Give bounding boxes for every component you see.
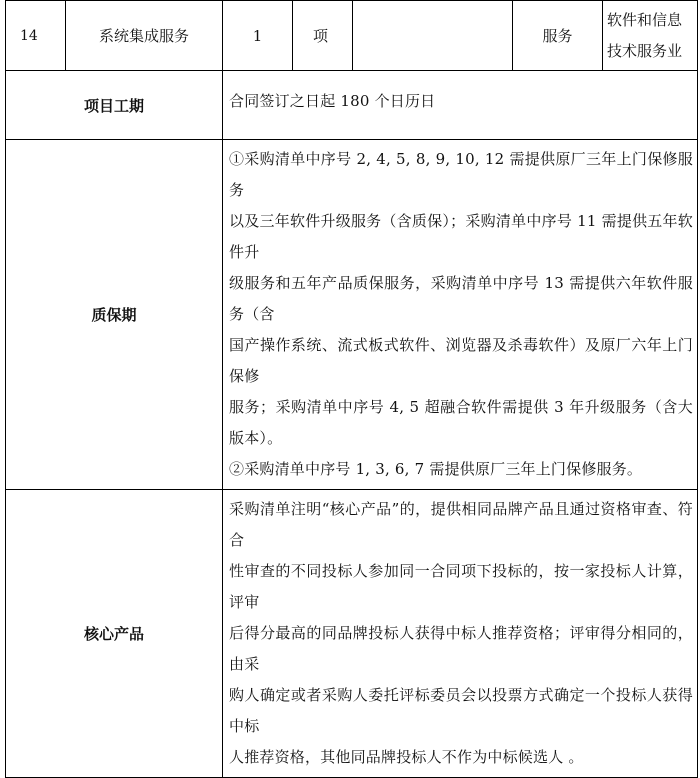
warranty-line: 级服务和五年产品质保服务，采购清单中序号 13 需提供六年软件服务（含 [229,274,693,323]
item-industry [603,1,698,71]
core-line: 购人确定或者采购人委托评标委员会以投票方式确定一个投标人获得中标 [229,686,693,735]
warranty-line: 国产操作系统、流式板式软件、浏览器及杀毒软件）及原厂六年上门保修 [229,336,693,385]
item-type: 服务 [513,1,603,71]
period-label: 项目工期 [6,71,223,140]
core-product-label: 核心产品 [6,490,223,778]
item-quantity: 1 [223,1,293,71]
warranty-line: 服务；采购清单中序号 4, 5 超融合软件需提供 3 年升级服务（含大版本）。 [229,398,693,447]
procurement-table [5,0,698,778]
core-line: 采购清单注明“核心产品”的，提供相同品牌产品且通过资格审查、符合 [229,500,693,549]
table-row [6,140,698,490]
warranty-text [223,140,698,490]
industry-line: 技术服务业 [607,41,683,60]
item-name: 系统集成服务 [66,1,223,71]
industry-line: 软件和信息 [607,10,683,29]
core-line: 人推荐资格，其他同品牌投标人不作为中标候选人 。 [229,748,584,766]
core-line: 后得分最高的同品牌投标人获得中标人推荐资格；评审得分相同的，由采 [229,624,693,673]
item-unit: 项 [293,1,353,71]
table-row [6,1,698,71]
table-row [6,71,698,140]
item-number: 14 [6,1,66,71]
warranty-line: 以及三年软件升级服务（含质保）；采购清单中序号 11 需提供五年软件升 [229,212,693,261]
table-row [6,490,698,778]
period-value: 合同签订之日起 180 个日历日 [223,71,698,140]
core-product-text [223,490,698,778]
warranty-line: ②采购清单中序号 1, 3, 6, 7 需提供原厂三年上门保修服务。 [229,460,643,478]
warranty-line: ①采购清单中序号 2, 4, 5, 8, 9, 10, 12 需提供原厂三年上门保修服务 [229,150,693,199]
empty-cell [353,1,513,71]
core-line: 性审查的不同投标人参加同一合同项下投标的，按一家投标人计算，评审 [229,562,693,611]
warranty-label: 质保期 [6,140,223,490]
